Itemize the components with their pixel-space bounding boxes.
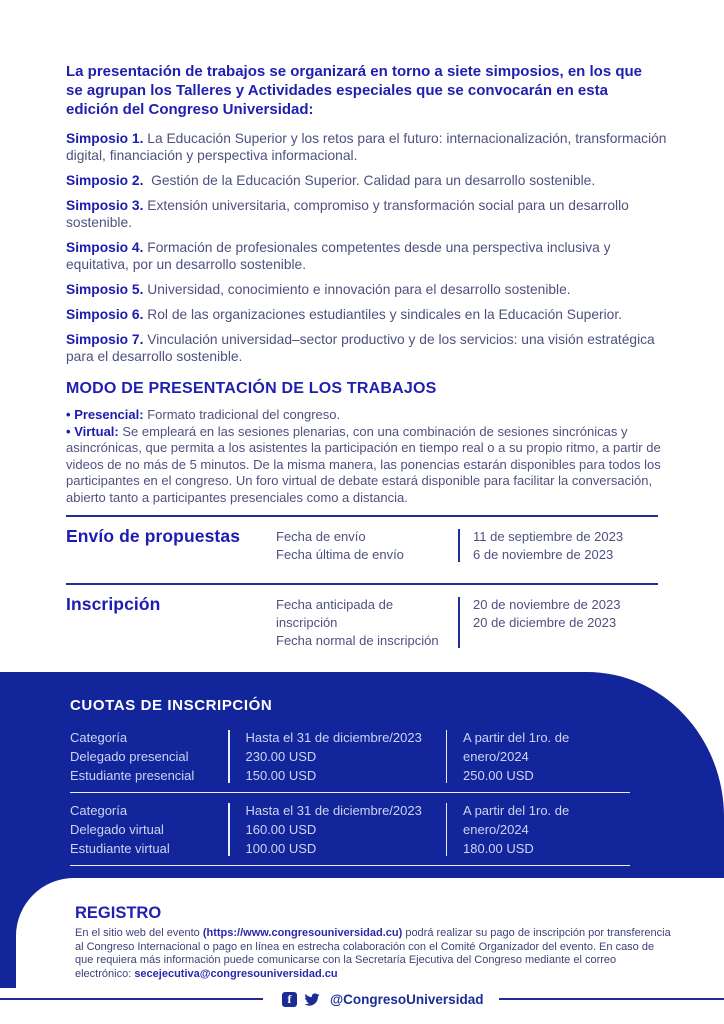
twitter-icon[interactable]	[303, 992, 321, 1007]
fees-cell: 160.00 USD	[245, 822, 317, 837]
bullet-list	[66, 407, 670, 506]
footer-rule-left	[0, 998, 263, 1000]
simposio-text: Formación de profesionales competentes desde una perspectiva inclusiva y equitativa, por un desarrollo sostenible.	[66, 240, 611, 272]
simposio-label: Simposio 2.	[66, 173, 144, 188]
bullet-text: Formato tradicional del congreso.	[147, 407, 341, 422]
fees-cell: Hasta el 31 de diciembre/2023	[245, 730, 422, 745]
simposio-text: Rol de las organizaciones estudiantiles y sindicales en la Educación Superior.	[147, 307, 623, 322]
bullet-text: Se empleará en las sesiones plenarias, con una combinación de sesiones sincrónicas y asincrónicas, que permita a los asistentes la participación en tiempo real o a su propio ritmo, a partir de videos de no más de 5 minutos. De la misma manera, las ponencias estarán disponibles para todos los participantes en el congreso. Un foro virtual de debate estará disponible para facilitar la conversación, abierto tanto a participantes presenciales como a distancia.	[66, 423, 661, 505]
top-content	[66, 62, 670, 506]
table-divider	[228, 730, 230, 783]
simposio-item-3	[66, 197, 670, 231]
schedule-labels	[276, 594, 458, 650]
simposio-item-7	[66, 331, 670, 365]
fees-cell: 180.00 USD	[463, 841, 534, 856]
schedule-label: Fecha anticipada de inscripción	[276, 597, 394, 630]
schedule-label: Fecha de envío	[276, 529, 366, 544]
intro-paragraph: La presentación de trabajos se organizará en torno a siete simposios, en los que se agrupan los Talleres y Actividades especiales que se convocarán en esta edición del Congreso Universidad:	[66, 63, 642, 118]
fees-cell: A partir del 1ro. de enero/2024	[463, 730, 570, 764]
schedule-divider	[458, 597, 460, 648]
schedule-value: 11 de septiembre de 2023	[473, 529, 624, 544]
fees-col-category	[70, 728, 228, 785]
fees-col-until	[246, 801, 446, 858]
simposio-item-6	[66, 306, 670, 323]
schedule-label: Fecha normal de inscripción	[276, 633, 439, 648]
bullet-label: Virtual:	[74, 423, 119, 439]
table-separator	[70, 792, 630, 793]
simposio-label: Simposio 4.	[66, 240, 144, 255]
cuotas-heading: CUOTAS DE INSCRIPCIÓN	[70, 697, 273, 714]
fees-cell: Hasta el 31 de diciembre/2023	[245, 803, 422, 818]
fees-col-until	[246, 728, 446, 785]
event-url-link[interactable]: (https://www.congresouniversidad.cu)	[202, 927, 403, 939]
fees-col-category	[70, 801, 228, 858]
simposio-label: Simposio 3.	[66, 198, 144, 213]
schedule-section-envio	[66, 515, 658, 564]
bullet-marker: •	[66, 423, 71, 439]
simposio-label: Simposio 5.	[66, 282, 144, 297]
fees-cell: A partir del 1ro. de enero/2024	[463, 803, 570, 837]
simposio-text: Extensión universitaria, compromiso y transformación social para un desarrollo sostenible.	[66, 198, 629, 230]
simposio-item-1	[66, 130, 670, 164]
schedule-value: 6 de noviembre de 2023	[473, 547, 614, 562]
fees-cell: Categoría	[70, 730, 128, 745]
registro-text: En el sitio web del evento	[75, 927, 203, 939]
fees-cell: Delegado presencial	[70, 749, 189, 764]
simposio-item-5	[66, 281, 670, 298]
email-link[interactable]: secejecutiva@congresouniversidad.cu	[134, 967, 338, 980]
modo-heading: MODO DE PRESENTACIÓN DE LOS TRABAJOS	[66, 380, 437, 397]
fees-cell: Categoría	[70, 803, 128, 818]
table-divider	[446, 730, 448, 783]
footer	[0, 989, 724, 1009]
fees-col-from	[463, 728, 630, 785]
simposio-label: Simposio 7.	[66, 332, 144, 347]
fees-cell: 150.00 USD	[245, 768, 317, 783]
footer-rule-right	[499, 998, 724, 1000]
simposio-item-2	[66, 172, 670, 189]
simposio-item-4	[66, 239, 670, 273]
fees-cell: Estudiante virtual	[70, 841, 170, 856]
table-divider	[228, 803, 230, 856]
fees-table-presencial	[70, 728, 630, 785]
fees-cell: Estudiante presencial	[70, 768, 195, 783]
schedule-values	[473, 594, 620, 632]
fees-cell: 230.00 USD	[245, 749, 317, 764]
table-divider	[446, 803, 448, 856]
table-separator	[70, 865, 630, 866]
facebook-icon[interactable]: f	[282, 992, 297, 1007]
schedule-heading: Inscripción	[66, 594, 161, 614]
schedule-value: 20 de diciembre de 2023	[473, 615, 617, 630]
schedule-divider	[458, 529, 460, 562]
registro-paragraph	[75, 927, 675, 981]
schedule-values	[473, 526, 623, 564]
simposio-text: Vinculación universidad–sector productivo y de los servicios: una visión estratégica para el desarrollo sostenible.	[66, 332, 655, 364]
schedule-labels	[276, 526, 458, 564]
bullet-label: Presencial:	[74, 407, 144, 422]
fees-table-virtual	[70, 801, 630, 858]
simposio-text: Universidad, conocimiento e innovación para el desarrollo sostenible.	[147, 282, 571, 297]
fees-cell: 100.00 USD	[245, 841, 317, 856]
simposio-label: Simposio 1.	[66, 131, 144, 146]
schedule-section-inscripcion	[66, 583, 658, 650]
schedule-label: Fecha última de envío	[276, 547, 404, 562]
schedule-heading: Envío de propuestas	[66, 526, 241, 546]
fees-cell: Delegado virtual	[70, 822, 164, 837]
registro-heading: REGISTRO	[75, 904, 162, 922]
registro-text: podrá realizar su pago de inscripción por transferencia al Congreso Internacional o pago en línea en estrecha colaboración con el Comité Organizador del evento. En caso de que requiera más información puede comunicarse con la Secretaría Ejecutiva del Congreso mediante el correo electrónico:	[75, 927, 671, 980]
simposio-label: Simposio 6.	[66, 307, 144, 322]
fees-col-from	[463, 801, 630, 858]
schedule-value: 20 de noviembre de 2023	[473, 597, 621, 612]
social-handle[interactable]: @CongresoUniversidad	[330, 991, 484, 1007]
bullet-item-presencial	[66, 407, 670, 424]
fees-cell: 250.00 USD	[463, 768, 534, 783]
bullet-item-virtual	[66, 424, 670, 507]
bullet-marker: •	[66, 407, 71, 422]
simposio-text: Gestión de la Educación Superior. Calidad para un desarrollo sostenible.	[151, 173, 596, 188]
simposio-text: La Educación Superior y los retos para el futuro: internacionalización, transformación digital, financiación y perspectiva informacional.	[66, 131, 667, 163]
